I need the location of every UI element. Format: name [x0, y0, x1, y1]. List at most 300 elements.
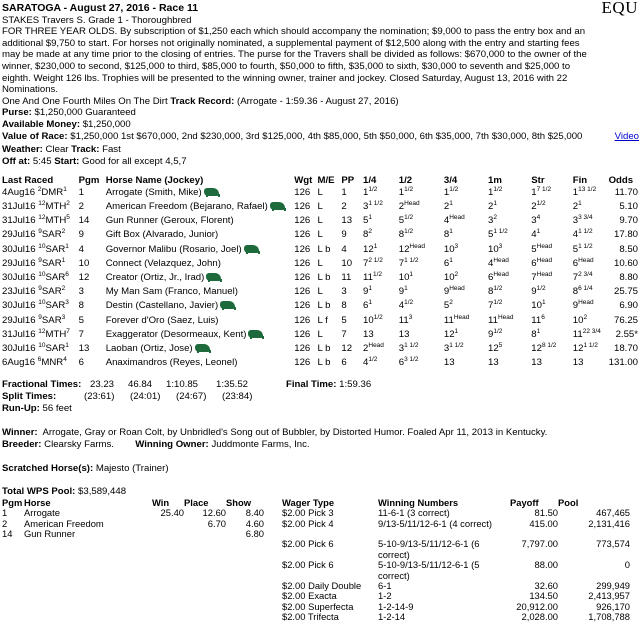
last-raced-race: 9	[38, 313, 42, 321]
horse-jockey[interactable]	[106, 329, 295, 343]
wps-h-wager: Wager Type	[282, 496, 335, 508]
call-half	[399, 258, 444, 272]
call-half	[399, 357, 444, 371]
start-label: Start:	[54, 155, 80, 167]
scratched-block	[2, 463, 638, 475]
med-equip: L	[317, 229, 323, 241]
call-finish	[573, 286, 609, 300]
call-quarter-position: 12	[363, 243, 374, 255]
results-row	[2, 357, 638, 371]
wps-win	[152, 539, 184, 560]
weight: 126	[294, 300, 311, 312]
horse-name: Connect (Velazquez, John)	[105, 257, 221, 269]
wps-numbers: 11-6-1 (3 correct)	[378, 507, 450, 519]
call-mile	[488, 229, 531, 243]
wps-h-win: Win	[152, 496, 170, 508]
call-half-margin: 1/2	[404, 185, 414, 193]
call-mile-margin: 1/2	[493, 299, 503, 307]
call-three-quarter	[444, 329, 488, 343]
call-mile	[488, 272, 531, 286]
last-raced-date: 23Jul16	[2, 286, 39, 298]
call-quarter	[363, 286, 399, 300]
call-stretch	[531, 286, 572, 300]
fractional-time: 46.84	[128, 379, 153, 391]
last-raced-finish: 2	[61, 228, 66, 236]
call-half-margin: 1	[409, 271, 414, 279]
results-col-6: 1/4	[363, 175, 377, 187]
call-three-quarter-margin: Head	[453, 313, 470, 321]
fractional-time: 1:10.85	[166, 379, 199, 391]
horse-name: Gift Box (Alvarado, Junior)	[105, 229, 219, 241]
call-stretch-margin: 1	[541, 299, 546, 307]
call-finish	[573, 272, 609, 286]
call-quarter-position: 10	[363, 314, 374, 326]
horse-jockey[interactable]	[106, 272, 295, 286]
call-finish-position: 5	[572, 243, 579, 255]
call-three-quarter	[444, 244, 488, 258]
call-mile-margin: 5	[498, 341, 503, 349]
call-stretch-position: 1	[531, 186, 537, 198]
wps-pgm	[2, 602, 24, 612]
call-three-quarter	[444, 201, 488, 215]
call-three-quarter-margin: Head	[449, 214, 465, 222]
wps-horse	[24, 560, 152, 581]
program-number: 6	[78, 357, 84, 369]
wps-wager: $2.00 Exacta	[282, 590, 337, 602]
med-equip: L	[317, 201, 323, 213]
last-raced-track: MTH	[45, 328, 67, 340]
call-mile	[488, 315, 531, 329]
wps-win	[152, 591, 184, 601]
call-stretch-margin: 4	[536, 214, 541, 222]
call-mile-position: 13	[488, 357, 499, 369]
horse-name: Governor Malibu (Rosario, Joel)	[105, 243, 242, 255]
call-finish-position: 10	[572, 314, 584, 326]
available-line	[2, 119, 638, 131]
last-raced[interactable]	[2, 357, 79, 371]
results-row	[2, 329, 638, 343]
call-quarter	[363, 258, 399, 272]
call-finish	[573, 187, 609, 201]
call-half	[399, 300, 444, 314]
wps-h-payoff: Payoff	[510, 496, 539, 508]
call-stretch-position: 6	[531, 257, 537, 269]
wps-place: 12.60	[202, 507, 226, 519]
wps-place: 6.70	[207, 517, 226, 529]
winner-text: Arrogate, Gray or Roan Colt, by Unbridled's Song out of Bubbler, by Distorted Humor. Foaled Apr 11, 2013 in Kentucky.	[42, 427, 548, 439]
last-raced-track: DMR	[41, 186, 64, 198]
call-stretch-position: 7	[531, 272, 537, 284]
call-mile-margin: Head	[497, 313, 514, 321]
call-half-margin: Head	[404, 200, 420, 208]
horse-jockey[interactable]	[106, 244, 295, 258]
horse-jockey[interactable]	[106, 201, 295, 215]
weight: 126	[294, 357, 311, 369]
results-row	[2, 187, 638, 201]
horse-name: Forever d'Oro (Saez, Luis)	[105, 314, 219, 326]
call-half-position: 10	[398, 272, 410, 284]
last-raced-track: MTH	[45, 215, 67, 227]
last-raced-race: 10	[38, 341, 46, 349]
breeder-label: Breeder:	[2, 438, 42, 450]
call-three-quarter-position: 9	[443, 286, 450, 298]
wps-wager: $2.00 Superfecta	[282, 600, 354, 612]
wps-payoff: 2,028.00	[521, 611, 558, 623]
wps-pool: 0	[624, 559, 630, 571]
call-mile-position: 5	[488, 229, 494, 241]
wps-win	[152, 560, 184, 581]
last-raced-race: 12	[38, 214, 46, 222]
wps-pool: 926,170	[596, 600, 630, 612]
program-number: 12	[78, 272, 90, 284]
wps-place	[184, 612, 226, 622]
wps-pgm: 2	[2, 517, 8, 529]
horse-jockey[interactable]	[106, 315, 295, 329]
wps-pool	[2, 486, 638, 498]
times-block	[2, 379, 638, 415]
wps-horse	[24, 591, 152, 601]
call-quarter	[363, 343, 399, 357]
wps-place	[184, 591, 226, 601]
last-raced-track: SAR	[45, 342, 66, 354]
value: $1,250,000 1st $670,000, 2nd $230,000, 3rd $125,000, 4th $85,000, 5th $50,000, 6th $35,000, 7th $30,000, 8th $25,000	[70, 130, 583, 142]
call-mile	[488, 357, 531, 371]
horse-name: American Freedom (Bejarano, Rafael)	[105, 201, 268, 213]
wps-pool: 299,949	[596, 579, 630, 591]
last-raced[interactable]	[2, 201, 79, 215]
call-quarter-margin: 1/2	[368, 185, 378, 193]
program-number: 3	[78, 286, 84, 298]
results-col-1: Pgm	[78, 175, 100, 187]
race-title: SARATOGA - August 27, 2016 - Race 11	[2, 2, 199, 14]
last-raced-race: 9	[38, 228, 42, 236]
wps-show: 4.60	[245, 517, 264, 529]
fractional-time: 23.23	[90, 379, 115, 391]
wps-spacer	[264, 602, 282, 612]
wps-row	[2, 612, 630, 622]
call-mile-margin: 1/2	[493, 327, 503, 335]
wps-show	[226, 539, 264, 560]
last-raced[interactable]	[2, 187, 79, 201]
call-half-margin: 1 1/2	[404, 256, 419, 264]
last-raced-date: 30Jul16	[2, 243, 39, 255]
off-label: Off at:	[2, 155, 31, 167]
odds: 11.70	[614, 186, 638, 198]
runup: 56 feet	[42, 403, 72, 415]
wps-row	[2, 560, 630, 581]
call-quarter-margin: 1	[368, 285, 372, 293]
last-raced-date: 31Jul16	[2, 215, 39, 227]
horse-jockey[interactable]	[106, 343, 295, 357]
last-raced[interactable]	[2, 300, 79, 314]
call-finish-position: 13	[572, 357, 584, 369]
post-position: 11	[341, 272, 352, 284]
call-mile-position: 11	[488, 314, 498, 326]
horse-jockey[interactable]	[106, 357, 295, 371]
results-row	[2, 201, 638, 215]
call-finish	[573, 329, 609, 343]
wps-row	[2, 519, 630, 529]
weight: 126	[294, 215, 311, 227]
program-number: 9	[78, 229, 84, 241]
last-raced[interactable]	[2, 229, 79, 243]
last-raced[interactable]	[2, 329, 79, 343]
call-stretch-margin: Head	[536, 271, 553, 279]
wps-row	[2, 539, 630, 560]
call-quarter-position: 9	[363, 286, 369, 298]
call-mile-position: 4	[488, 257, 494, 269]
horse-silhouette-icon	[204, 188, 219, 196]
call-three-quarter-position: 1	[443, 186, 450, 198]
call-mile-position: 9	[488, 328, 494, 340]
call-three-quarter	[444, 286, 488, 300]
call-half-position: 8	[398, 229, 405, 241]
results-col-4: M/E	[317, 175, 335, 187]
wps-pool-label: Total WPS Pool:	[2, 486, 76, 498]
call-finish	[573, 244, 609, 258]
call-quarter	[363, 215, 399, 229]
call-mile	[488, 258, 531, 272]
last-raced-date: 31Jul16	[2, 328, 39, 340]
call-quarter-position: 4	[363, 357, 369, 369]
horse-name: Exaggerator (Desormeaux, Kent)	[105, 328, 247, 340]
last-raced-finish: 1	[65, 341, 69, 349]
results-row	[2, 272, 638, 286]
med-equip: L	[317, 186, 323, 198]
med-equip: L	[317, 215, 323, 227]
call-half-position: 5	[398, 215, 405, 227]
call-finish-position: 4	[572, 229, 579, 241]
wps-show	[226, 612, 264, 622]
call-finish	[573, 343, 609, 357]
call-half-position: 9	[398, 286, 405, 298]
call-quarter-position: 2	[363, 342, 369, 354]
post-position: 5	[341, 314, 347, 326]
start: Good for all except 4,5,7	[82, 155, 187, 167]
horse-jockey[interactable]	[106, 258, 295, 272]
last-raced-race: 9	[38, 256, 42, 264]
call-three-quarter	[444, 272, 488, 286]
call-quarter-margin: 2	[368, 228, 372, 236]
horse-name: Laoban (Ortiz, Jose)	[105, 342, 193, 354]
wps-spacer	[264, 560, 282, 581]
chart-document	[2, 0, 638, 623]
value-label: Value of Race:	[2, 130, 68, 142]
call-half	[399, 229, 444, 243]
weight: 126	[294, 328, 311, 340]
call-three-quarter-margin: 3	[454, 242, 459, 250]
call-finish	[573, 229, 609, 243]
call-three-quarter-margin: 2	[454, 271, 459, 279]
horse-jockey[interactable]	[106, 215, 295, 229]
horse-jockey[interactable]	[106, 187, 295, 201]
odds: 18.70	[613, 342, 638, 354]
last-raced[interactable]	[2, 244, 79, 258]
weight: 126	[294, 314, 311, 326]
call-mile-position: 7	[488, 300, 494, 312]
call-stretch	[531, 272, 572, 286]
call-quarter	[363, 244, 399, 258]
call-quarter-margin: 1	[373, 242, 378, 250]
weight: 126	[294, 243, 311, 255]
call-half-position: 13	[398, 328, 410, 340]
call-three-quarter-position: 6	[443, 257, 450, 269]
wps-numbers: 9/13-5/11/12-6-1 (4 correct)	[378, 517, 492, 529]
last-raced-finish: 1	[61, 256, 66, 264]
wps-show	[226, 560, 264, 581]
wps-spacer	[264, 519, 282, 529]
last-raced-finish: 5	[66, 214, 70, 222]
call-three-quarter-margin: 1 1/2	[449, 341, 464, 349]
results-table	[2, 175, 638, 371]
odds: 2.55*	[615, 328, 638, 340]
wps-win	[152, 529, 184, 539]
wps-pgm	[2, 591, 24, 601]
program-number: 13	[78, 342, 90, 354]
call-half-margin: 1	[404, 285, 408, 293]
wps-numbers: 1-2	[378, 590, 392, 602]
call-stretch-margin: 1/2	[536, 200, 546, 208]
wps-row	[2, 508, 630, 518]
last-raced-finish: 6	[65, 271, 69, 279]
wps-numbers: 5-10-9/13-5/11/12-6-1 (6 correct)	[378, 538, 480, 560]
last-raced[interactable]	[2, 315, 79, 329]
last-raced-race: 9	[38, 285, 42, 293]
last-raced-finish: 1	[65, 242, 69, 250]
winner-label: Winner:	[2, 427, 38, 439]
horse-jockey[interactable]	[106, 286, 295, 300]
winner-block	[2, 427, 638, 450]
available-label: Available Money:	[2, 118, 81, 130]
last-raced-finish: 1	[63, 185, 67, 193]
call-three-quarter-margin: 1	[449, 228, 453, 236]
call-finish	[573, 215, 609, 229]
wps-numbers: 1-2-14-9	[378, 600, 414, 612]
wps-h-horse: Horse	[24, 496, 51, 508]
wps-payoff: 32.60	[534, 579, 558, 591]
call-finish-position: 9	[572, 300, 579, 312]
wps-show: 8.40	[245, 507, 264, 519]
call-mile-margin: 3	[498, 242, 503, 250]
last-raced[interactable]	[2, 343, 79, 357]
call-mile-position: 3	[488, 215, 494, 227]
call-half-position: 6	[398, 357, 405, 369]
call-mile	[488, 215, 531, 229]
wps-h-pool: Pool	[558, 496, 579, 508]
call-stretch-margin: 1/2	[536, 285, 546, 293]
results-col-9: 1m	[488, 175, 502, 187]
call-quarter-position: 5	[363, 215, 369, 227]
call-stretch-position: 9	[531, 286, 537, 298]
call-stretch-position: 12	[531, 342, 542, 354]
wps-horse	[24, 581, 152, 591]
call-stretch	[531, 315, 572, 329]
last-raced-race: 12	[38, 327, 46, 335]
call-quarter	[363, 300, 399, 314]
call-stretch-margin: 1	[536, 327, 541, 335]
wps-wager: $2.00 Pick 4	[282, 517, 334, 529]
last-raced-track: SAR	[41, 229, 62, 241]
last-raced[interactable]	[2, 258, 79, 272]
call-three-quarter	[444, 300, 488, 314]
wps-win: 25.40	[160, 507, 184, 519]
last-raced[interactable]	[2, 215, 79, 229]
post-position: 1	[341, 186, 347, 198]
post-position: 12	[341, 342, 353, 354]
call-half-margin: 3	[408, 313, 413, 321]
call-quarter-margin: 1 1/2	[368, 200, 383, 208]
wps-pgm	[2, 539, 24, 560]
video-link[interactable]: Video	[614, 130, 639, 142]
odds: 8.50	[619, 243, 638, 255]
weight: 126	[294, 272, 311, 284]
call-mile	[488, 329, 531, 343]
split-label: Split Times:	[2, 391, 57, 403]
scratched-text: Majesto (Trainer)	[95, 462, 169, 474]
results-col-0: Last Raced	[2, 175, 54, 187]
last-raced-date: 29Jul16	[2, 229, 39, 241]
call-mile-position: 12	[488, 342, 499, 354]
call-stretch	[531, 201, 572, 215]
call-stretch	[531, 244, 572, 258]
call-mile-margin: 1/2	[493, 285, 503, 293]
wps-numbers: 6-1	[378, 579, 392, 591]
call-finish-position: 12	[572, 342, 584, 354]
weight: 126	[294, 229, 311, 241]
call-finish-margin: Head	[578, 256, 594, 264]
call-stretch-position: 2	[531, 201, 537, 213]
call-mile-position: 2	[488, 201, 494, 213]
call-three-quarter	[444, 315, 488, 329]
last-raced-date: 29Jul16	[2, 314, 39, 326]
call-mile	[488, 343, 531, 357]
track-record: (Arrogate - 1:59.36 - August 27, 2016)	[237, 95, 399, 107]
call-half-margin: 1 1/2	[404, 341, 419, 349]
last-raced[interactable]	[2, 286, 79, 300]
wps-horse	[24, 539, 152, 560]
results-col-5: PP	[341, 175, 355, 187]
wps-spacer	[264, 539, 282, 560]
results-row	[2, 258, 638, 272]
last-raced[interactable]	[2, 272, 79, 286]
track: Fast	[102, 144, 121, 156]
call-three-quarter-position: 3	[443, 342, 450, 354]
last-raced-finish: 2	[66, 200, 70, 208]
call-three-quarter	[444, 357, 488, 371]
horse-jockey[interactable]	[106, 300, 295, 314]
odds: 25.75	[613, 286, 638, 298]
horse-silhouette-icon	[220, 301, 235, 309]
post-position: 9	[341, 229, 347, 241]
call-half-position: 11	[398, 314, 409, 326]
call-quarter-margin: Head	[368, 341, 384, 349]
med-equip: L	[317, 328, 323, 340]
wps-win	[152, 612, 184, 622]
last-raced-date: 31Jul16	[2, 201, 39, 213]
horse-jockey[interactable]	[106, 229, 295, 243]
call-finish-position: 3	[572, 215, 579, 227]
call-stretch-margin: 8 1/2	[541, 341, 557, 349]
call-mile-margin: Head	[493, 271, 509, 279]
owner-label: Winning Owner:	[135, 438, 209, 450]
results-col-8: 3/4	[443, 175, 458, 187]
call-three-quarter-position: 10	[443, 243, 455, 255]
call-mile-margin: 1	[493, 200, 497, 208]
call-stretch-position: 11	[531, 314, 542, 326]
wps-win	[152, 519, 184, 529]
call-stretch-position: 5	[531, 243, 537, 255]
call-stretch	[531, 329, 572, 343]
